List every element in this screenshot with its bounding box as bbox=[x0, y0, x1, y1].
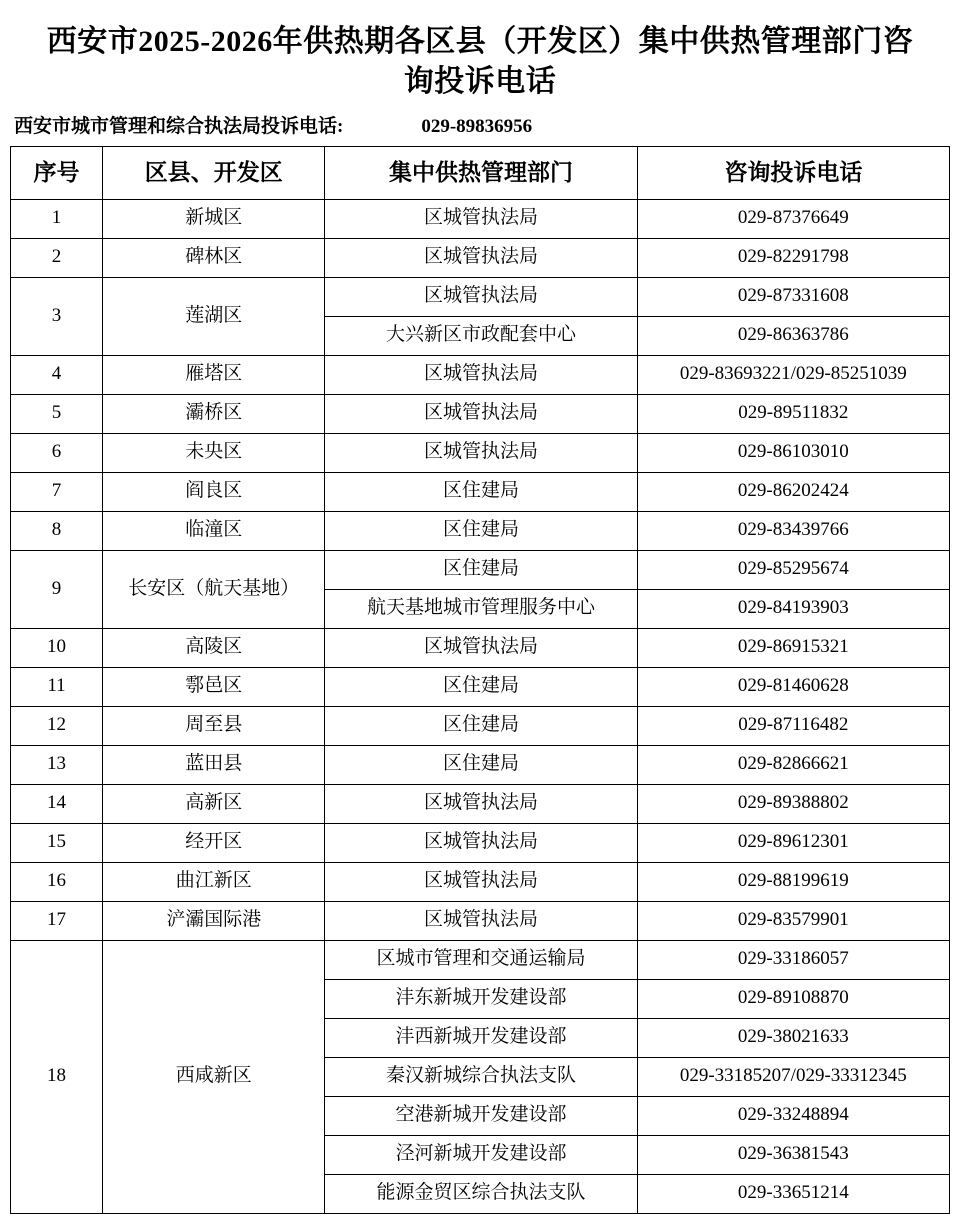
cell-phone: 029-89388802 bbox=[637, 784, 949, 823]
cell-phone: 029-82866621 bbox=[637, 745, 949, 784]
cell-district: 灞桥区 bbox=[103, 394, 325, 433]
cell-district: 长安区（航天基地） bbox=[103, 550, 325, 628]
cell-phone: 029-87331608 bbox=[637, 277, 949, 316]
cell-phone: 029-86915321 bbox=[637, 628, 949, 667]
table-row bbox=[11, 901, 950, 940]
cell-department: 区城管执法局 bbox=[325, 628, 637, 667]
cell-district: 浐灞国际港 bbox=[103, 901, 325, 940]
cell-phone: 029-83693221/029-85251039 bbox=[637, 355, 949, 394]
cell-department: 区城管执法局 bbox=[325, 901, 637, 940]
cell-district: 雁塔区 bbox=[103, 355, 325, 394]
cell-district: 莲湖区 bbox=[103, 277, 325, 355]
cell-district: 碑林区 bbox=[103, 238, 325, 277]
cell-phone: 029-38021633 bbox=[637, 1018, 949, 1057]
table-row bbox=[11, 238, 950, 277]
column-header-district: 区县、开发区 bbox=[103, 147, 325, 200]
cell-phone: 029-84193903 bbox=[637, 589, 949, 628]
cell-department: 沣西新城开发建设部 bbox=[325, 1018, 637, 1057]
table-header bbox=[11, 147, 950, 200]
cell-district: 临潼区 bbox=[103, 511, 325, 550]
cell-department: 区住建局 bbox=[325, 472, 637, 511]
table-row bbox=[11, 355, 950, 394]
cell-department: 区住建局 bbox=[325, 745, 637, 784]
cell-district: 未央区 bbox=[103, 433, 325, 472]
cell-phone: 029-82291798 bbox=[637, 238, 949, 277]
cell-index: 16 bbox=[11, 862, 103, 901]
table-row bbox=[11, 667, 950, 706]
table-row bbox=[11, 862, 950, 901]
cell-index: 10 bbox=[11, 628, 103, 667]
cell-department: 区城管执法局 bbox=[325, 199, 637, 238]
cell-department: 区住建局 bbox=[325, 667, 637, 706]
cell-department: 区城管执法局 bbox=[325, 784, 637, 823]
column-header-department: 集中供热管理部门 bbox=[325, 147, 637, 200]
cell-index: 12 bbox=[11, 706, 103, 745]
cell-phone: 029-33651214 bbox=[637, 1174, 949, 1213]
table-header-row bbox=[11, 147, 950, 200]
cell-phone: 029-83579901 bbox=[637, 901, 949, 940]
column-header-index: 序号 bbox=[11, 147, 103, 200]
city-hotline-line bbox=[14, 111, 950, 138]
cell-district: 新城区 bbox=[103, 199, 325, 238]
cell-index: 3 bbox=[11, 277, 103, 355]
cell-department: 区城管执法局 bbox=[325, 277, 637, 316]
table-row bbox=[11, 394, 950, 433]
cell-index: 1 bbox=[11, 199, 103, 238]
table-row bbox=[11, 628, 950, 667]
table-row bbox=[11, 511, 950, 550]
cell-department: 航天基地城市管理服务中心 bbox=[325, 589, 637, 628]
cell-phone: 029-89612301 bbox=[637, 823, 949, 862]
table-row bbox=[11, 745, 950, 784]
cell-department: 区城市管理和交通运输局 bbox=[325, 940, 637, 979]
table-row bbox=[11, 199, 950, 238]
cell-phone: 029-89511832 bbox=[637, 394, 949, 433]
cell-department: 空港新城开发建设部 bbox=[325, 1096, 637, 1135]
cell-department: 大兴新区市政配套中心 bbox=[325, 316, 637, 355]
cell-district: 高新区 bbox=[103, 784, 325, 823]
table-row bbox=[11, 706, 950, 745]
cell-phone: 029-87116482 bbox=[637, 706, 949, 745]
cell-index: 15 bbox=[11, 823, 103, 862]
cell-index: 18 bbox=[11, 940, 103, 1213]
cell-index: 2 bbox=[11, 238, 103, 277]
cell-district: 阎良区 bbox=[103, 472, 325, 511]
cell-district: 周至县 bbox=[103, 706, 325, 745]
cell-index: 8 bbox=[11, 511, 103, 550]
cell-district: 曲江新区 bbox=[103, 862, 325, 901]
cell-department: 区住建局 bbox=[325, 511, 637, 550]
cell-department: 能源金贸区综合执法支队 bbox=[325, 1174, 637, 1213]
table-row bbox=[11, 784, 950, 823]
table-row bbox=[11, 472, 950, 511]
cell-department: 沣东新城开发建设部 bbox=[325, 979, 637, 1018]
cell-phone: 029-83439766 bbox=[637, 511, 949, 550]
cell-phone: 029-89108870 bbox=[637, 979, 949, 1018]
cell-department: 泾河新城开发建设部 bbox=[325, 1135, 637, 1174]
cell-department: 区城管执法局 bbox=[325, 238, 637, 277]
cell-department: 区城管执法局 bbox=[325, 862, 637, 901]
cell-index: 11 bbox=[11, 667, 103, 706]
cell-phone: 029-88199619 bbox=[637, 862, 949, 901]
cell-phone: 029-33185207/029-33312345 bbox=[637, 1057, 949, 1096]
table-row bbox=[11, 823, 950, 862]
cell-district: 经开区 bbox=[103, 823, 325, 862]
cell-department: 区住建局 bbox=[325, 706, 637, 745]
cell-department: 区城管执法局 bbox=[325, 823, 637, 862]
table-row bbox=[11, 277, 950, 316]
cell-phone: 029-86103010 bbox=[637, 433, 949, 472]
table-row bbox=[11, 550, 950, 589]
cell-phone: 029-85295674 bbox=[637, 550, 949, 589]
cell-phone: 029-33186057 bbox=[637, 940, 949, 979]
cell-department: 区住建局 bbox=[325, 550, 637, 589]
cell-district: 蓝田县 bbox=[103, 745, 325, 784]
cell-district: 西咸新区 bbox=[103, 940, 325, 1213]
cell-index: 4 bbox=[11, 355, 103, 394]
cell-index: 7 bbox=[11, 472, 103, 511]
cell-index: 6 bbox=[11, 433, 103, 472]
cell-phone: 029-81460628 bbox=[637, 667, 949, 706]
cell-phone: 029-86363786 bbox=[637, 316, 949, 355]
cell-index: 5 bbox=[11, 394, 103, 433]
city-hotline-label: 西安市城市管理和综合执法局投诉电话: bbox=[14, 116, 344, 138]
cell-index: 9 bbox=[11, 550, 103, 628]
heating-contacts-table bbox=[10, 146, 950, 1214]
cell-phone: 029-86202424 bbox=[637, 472, 949, 511]
table-body bbox=[11, 199, 950, 1213]
column-header-phone: 咨询投诉电话 bbox=[637, 147, 949, 200]
cell-index: 17 bbox=[11, 901, 103, 940]
cell-department: 秦汉新城综合执法支队 bbox=[325, 1057, 637, 1096]
table-row bbox=[11, 433, 950, 472]
cell-department: 区城管执法局 bbox=[325, 394, 637, 433]
table-row bbox=[11, 940, 950, 979]
cell-department: 区城管执法局 bbox=[325, 433, 637, 472]
page-title: 西安市2025-2026年供热期各区县（开发区）集中供热管理部门咨询投诉电话 bbox=[46, 25, 914, 98]
cell-index: 14 bbox=[11, 784, 103, 823]
cell-phone: 029-36381543 bbox=[637, 1135, 949, 1174]
city-hotline-phone: 029-89836956 bbox=[421, 116, 533, 138]
cell-phone: 029-33248894 bbox=[637, 1096, 949, 1135]
cell-phone: 029-87376649 bbox=[637, 199, 949, 238]
cell-district: 高陵区 bbox=[103, 628, 325, 667]
cell-department: 区城管执法局 bbox=[325, 355, 637, 394]
cell-district: 鄠邑区 bbox=[103, 667, 325, 706]
cell-index: 13 bbox=[11, 745, 103, 784]
